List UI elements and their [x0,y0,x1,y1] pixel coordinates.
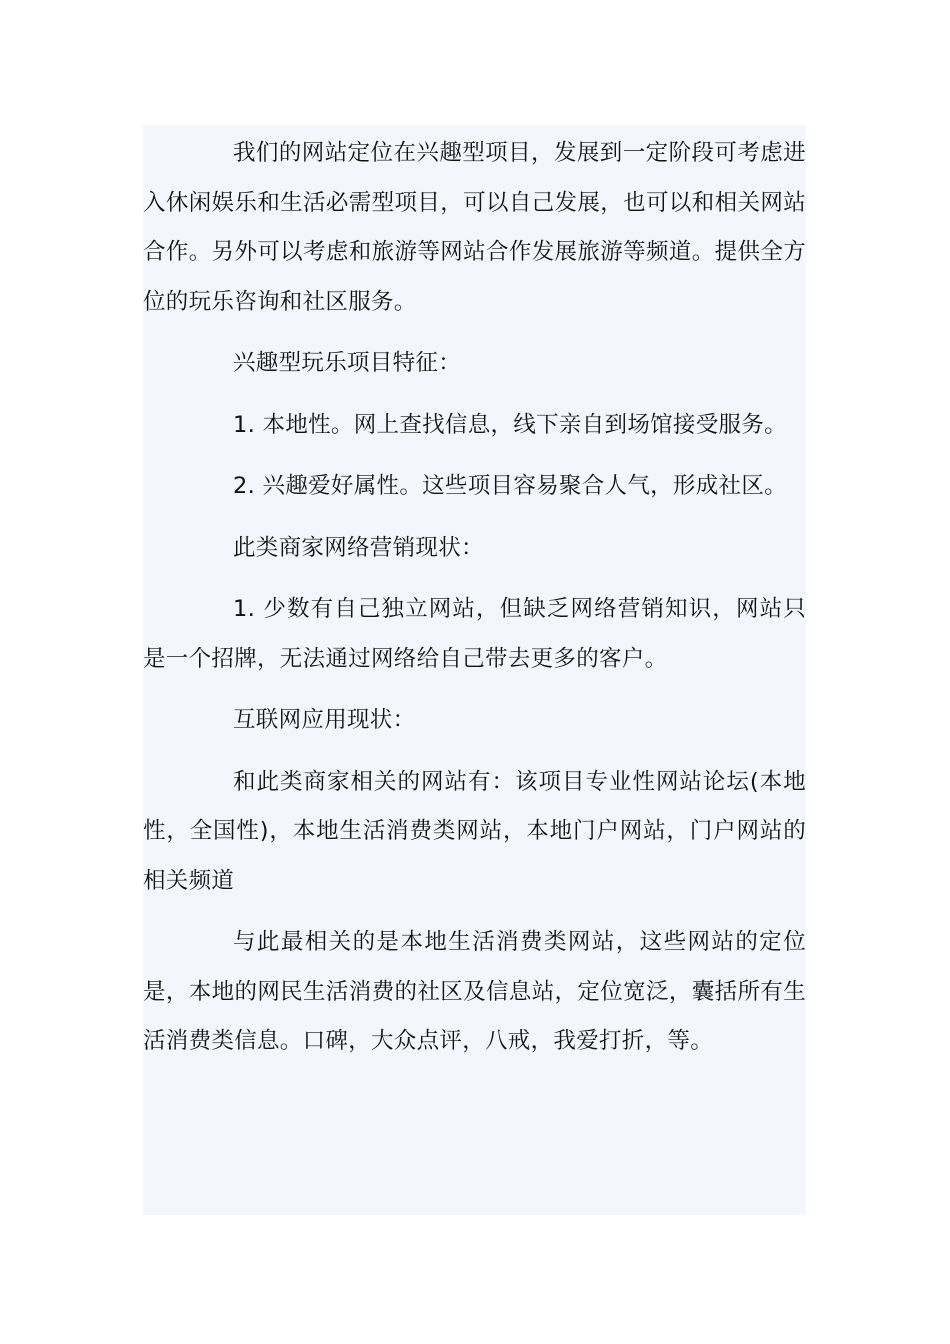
list-item-independent-sites: 1. 少数有自己独立网站，但缺乏网络营销知识，网站只是一个招牌，无法通过网络给自己带去更多的客户。 [143,596,806,672]
document-body [143,125,806,1215]
list-item-interest-attribute: 2. 兴趣爱好属性。这些项目容易聚合人气，形成社区。 [233,473,787,499]
list-item-locality: 1. 本地性。网上查找信息，线下亲自到场馆接受服务。 [233,411,787,438]
heading-internet-application-status: 互联网应用现状： [233,707,416,733]
paragraph-related-sites: 和此类商家相关的网站有：该项目专业性网站论坛(本地性，全国性)，本地生活消费类网站，本地门户网站，门户网站的相关频道 [143,768,806,894]
heading-interest-project-features: 兴趣型玩乐项目特征： [233,350,462,376]
paragraph-site-positioning: 我们的网站定位在兴趣型项目，发展到一定阶段可考虑进入休闲娱乐和生活必需型项目，可以自己发展，也可以和相关网站合作。另外可以考虑和旅游等网站合作发展旅游等频道。提供全方位的玩乐咨询和社区服务。 [143,140,806,315]
heading-merchant-marketing-status: 此类商家网络营销现状： [233,534,484,561]
paragraph-local-consumer-sites: 与此最相关的是本地生活消费类网站，这些网站的定位是，本地的网民生活消费的社区及信息站，定位宽泛，囊括所有生活消费类信息。口碑，大众点评，八戒，我爱打折，等。 [143,929,806,1054]
